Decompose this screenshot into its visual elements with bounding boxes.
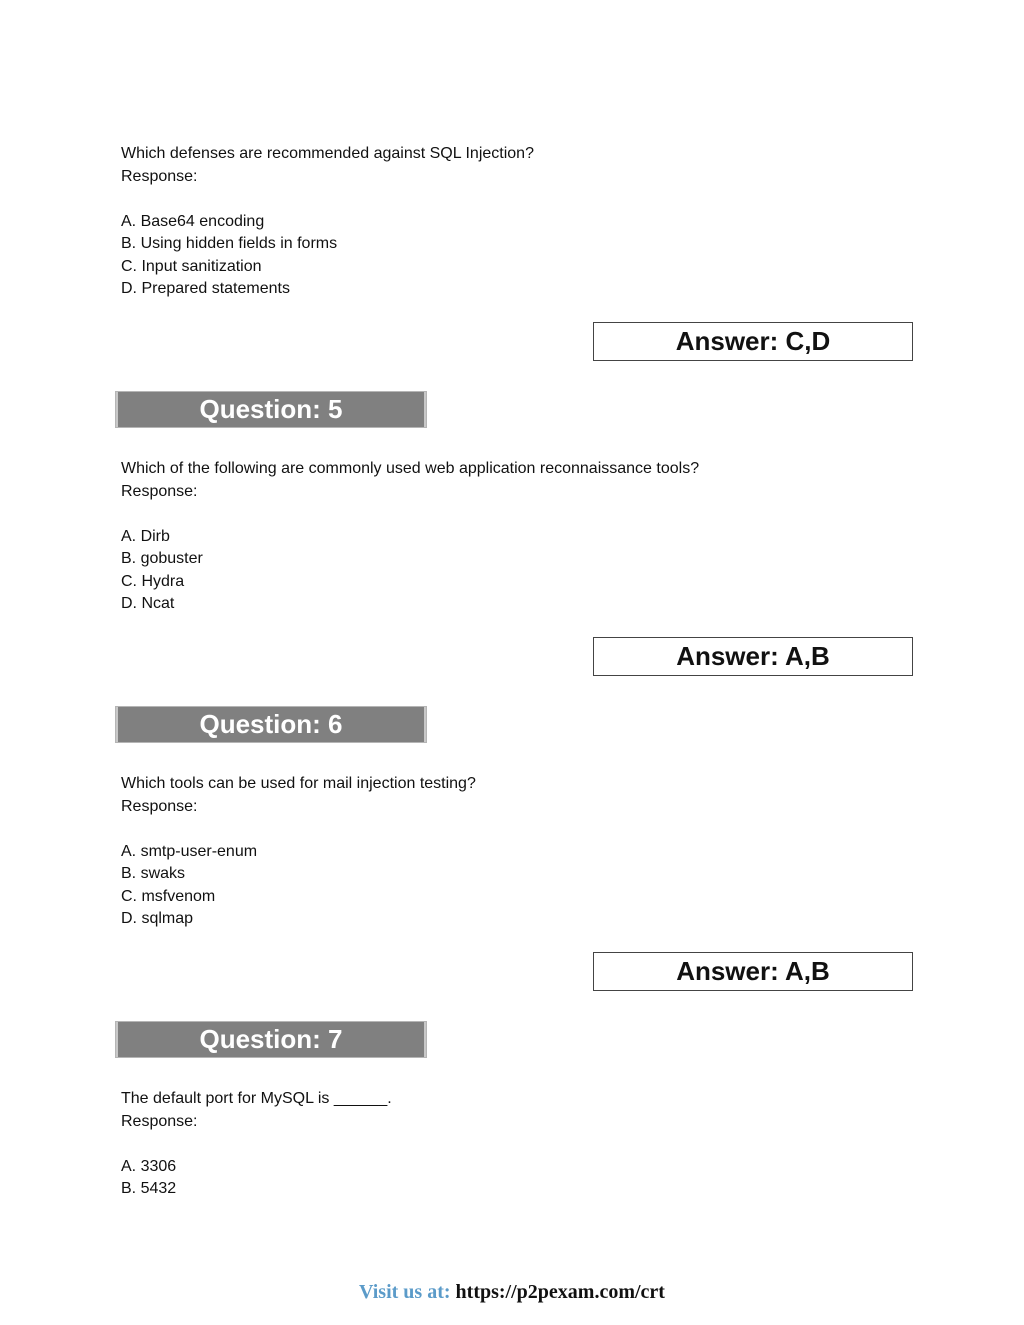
option-b: B. Using hidden fields in forms (121, 235, 338, 252)
option-b: B. gobuster (121, 550, 203, 567)
answer-box: Answer: C,D (593, 322, 913, 361)
option-d: D. Ncat (121, 595, 175, 612)
option-a: A. smtp-user-enum (121, 842, 258, 860)
option-c: C. msfvenom (121, 887, 216, 905)
response-label: Response: (121, 167, 198, 185)
option-b: B. 5432 (121, 1180, 177, 1197)
answer-box: Answer: A,B (593, 952, 913, 991)
question-banner-6: Question: 6 (115, 706, 427, 743)
response-label: Response: (121, 1112, 198, 1130)
footer-lead: Visit us at: (359, 1281, 451, 1303)
question-prompt: Which of the following are commonly used web application reconnaissance tools? (121, 460, 700, 477)
question-block-7 (121, 1088, 392, 1201)
question-banner-5: Question: 5 (115, 391, 427, 428)
question-prompt: The default port for MySQL is ______. (121, 1090, 392, 1107)
option-a: A. Dirb (121, 527, 170, 545)
question-block-5 (121, 458, 699, 616)
option-d: D. Prepared statements (121, 280, 290, 297)
response-label: Response: (121, 482, 198, 500)
footer-url-link[interactable]: https://p2pexam.com/crt (455, 1281, 665, 1303)
option-c: C. Hydra (121, 572, 185, 590)
question-block-6 (121, 773, 476, 931)
option-b: B. swaks (121, 865, 186, 882)
answer-box: Answer: A,B (593, 637, 913, 676)
question-block-4 (121, 143, 534, 301)
option-a: A. Base64 encoding (121, 212, 265, 230)
footer (0, 1281, 1024, 1304)
response-label: Response: (121, 797, 198, 815)
question-prompt: Which defenses are recommended against SQL Injection? (121, 145, 534, 162)
option-d: D. sqlmap (121, 910, 194, 927)
question-prompt: Which tools can be used for mail injection testing? (121, 775, 476, 792)
option-a: A. 3306 (121, 1157, 177, 1175)
option-c: C. Input sanitization (121, 257, 262, 275)
question-banner-7: Question: 7 (115, 1021, 427, 1058)
